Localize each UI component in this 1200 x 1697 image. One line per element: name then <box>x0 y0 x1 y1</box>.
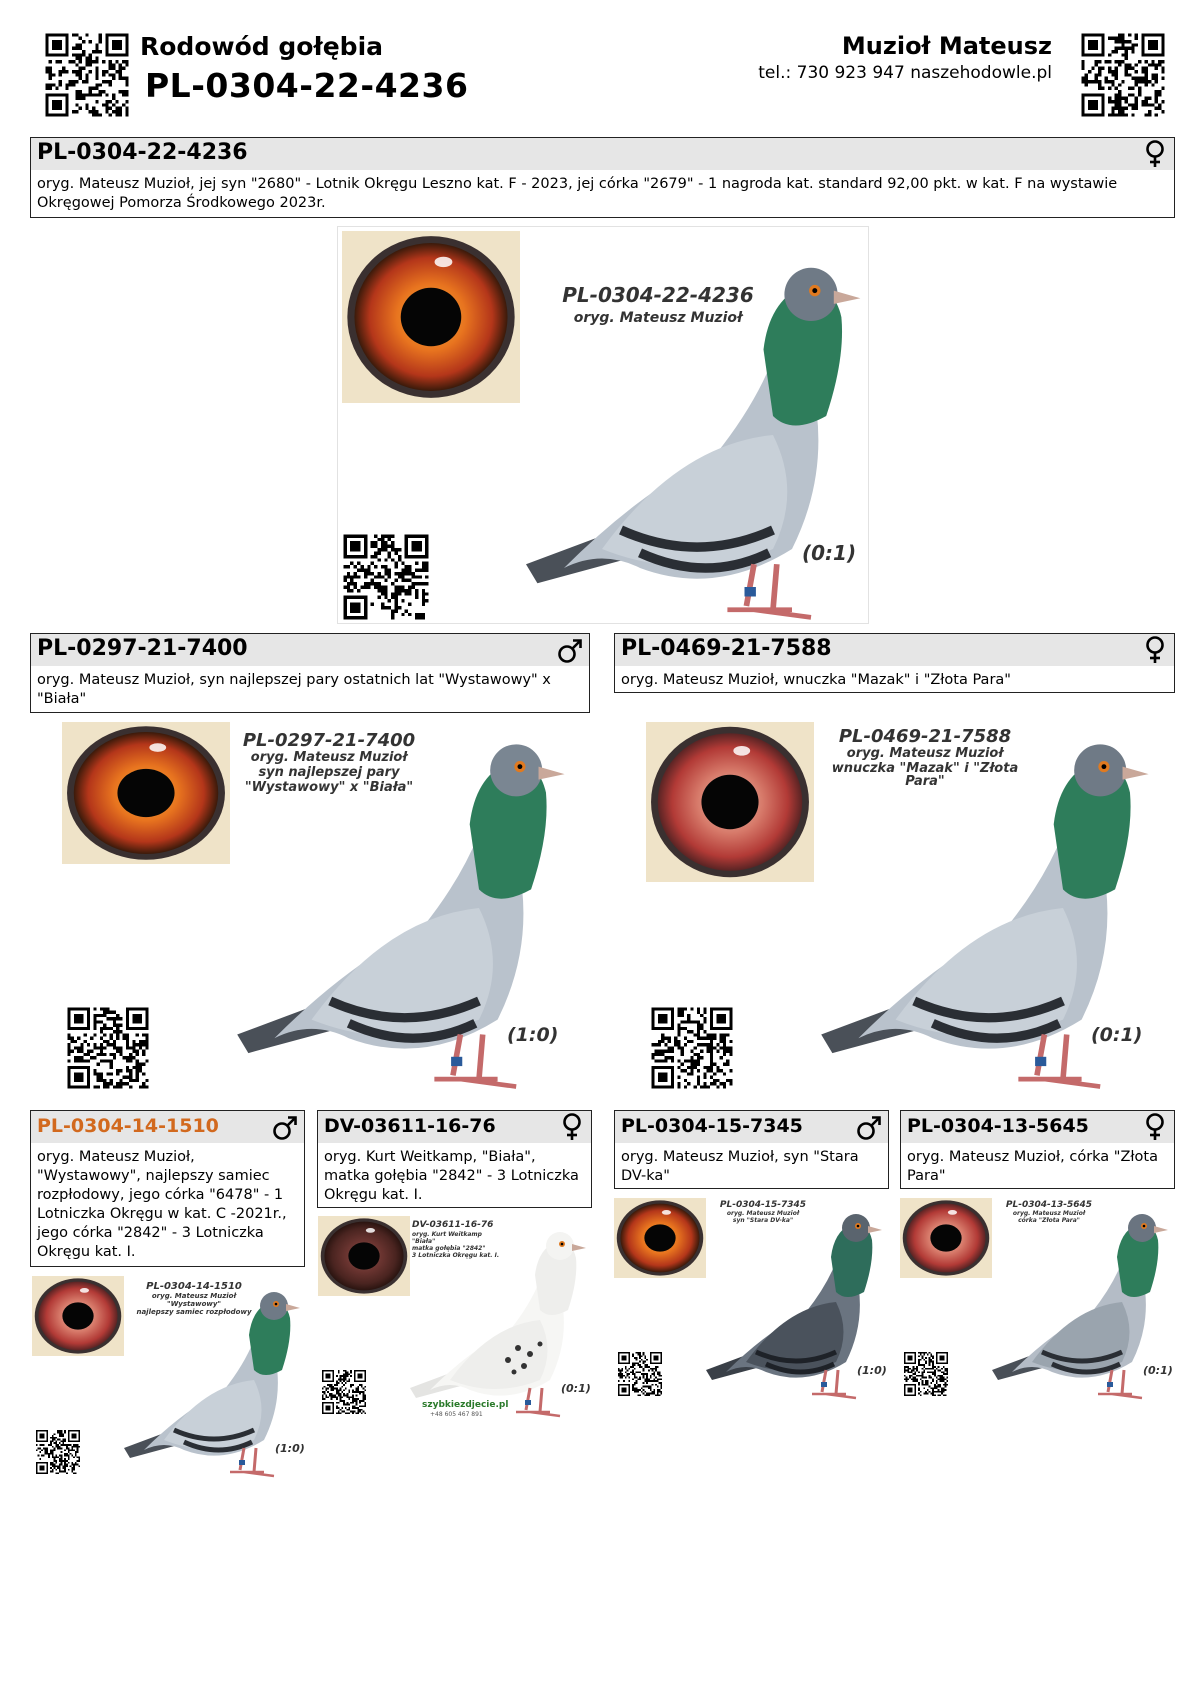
grandparent-box-2 <box>317 1110 592 1208</box>
grandparent-description: oryg. Kurt Weitkamp, "Biała", matka gołębia "2842" - 3 Lotniczka Okręgu kat. I. <box>324 1149 579 1203</box>
mother-pigeon-photo <box>646 722 1158 1094</box>
photo-caption-line2: wnuczka "Mazak" i "Złota Para" <box>831 761 1019 789</box>
photo-qr-code[interactable] <box>64 1004 152 1092</box>
mother-description: oryg. Mateusz Muzioł, wnuczka "Mazak" i "Złota Para" <box>621 672 1011 688</box>
photo-ring-caption: PL-0304-13-5645 <box>1005 1200 1093 1210</box>
female-icon <box>1142 635 1168 665</box>
male-icon <box>272 1112 298 1142</box>
father-ring-bar <box>31 634 589 666</box>
photographer-watermark: szybkiezdjecie.pl <box>422 1400 509 1410</box>
father-pigeon-photo <box>62 722 574 1094</box>
grandparent-photo-2 <box>318 1216 590 1420</box>
grandparent-ring: PL-0304-14-1510 <box>37 1115 219 1137</box>
photo-qr-code[interactable] <box>320 1368 368 1416</box>
grandparent-box-3 <box>614 1110 889 1189</box>
grandparent-box-1 <box>30 1110 305 1267</box>
grandparent-description: oryg. Mateusz Muzioł, córka "Złota Para" <box>907 1149 1158 1184</box>
photo-caption-line3: matka gołębia "2842" <box>412 1245 486 1252</box>
photo-owner-caption: oryg. Mateusz Muzioł <box>250 750 408 765</box>
header-qr-code-left[interactable] <box>42 30 132 120</box>
photo-owner-caption: oryg. Mateusz Muzioł <box>846 746 1004 761</box>
grandparent-ring: PL-0304-15-7345 <box>621 1115 803 1137</box>
grandparent-box-4 <box>900 1110 1175 1189</box>
photo-qr-code[interactable] <box>34 1428 82 1476</box>
female-icon <box>559 1112 585 1142</box>
photo-ring-caption: PL-0304-15-7345 <box>719 1200 807 1210</box>
grandparent-description: oryg. Mateusz Muzioł, "Wystawowy", najlepszy samiec rozpłodowy, jego córka "6478" - 1 Lotniczka Okręgu w kat. C -2021r., jego córka "2842" - 3 Lotniczka Okręgu kat. I. <box>37 1149 287 1260</box>
pigeon-illustration <box>390 1216 590 1420</box>
page-title: Rodowód gołębia <box>140 32 384 61</box>
pigeon-illustration <box>972 1198 1172 1402</box>
main-pigeon-photo <box>337 226 869 624</box>
main-ring: PL-0304-22-4236 <box>37 140 248 165</box>
grandparent-ring-bar <box>901 1111 1174 1143</box>
grandparent-photo-1 <box>32 1276 304 1480</box>
male-icon <box>856 1112 882 1142</box>
photo-caption-line2: "Wystawowy" <box>166 1300 222 1308</box>
photo-qr-code[interactable] <box>340 531 432 623</box>
photo-ring-caption: PL-0304-14-1510 <box>146 1281 242 1292</box>
photo-ring-caption: DV-03611-16-76 <box>412 1220 494 1230</box>
photo-caption-line3: "Wystawowy" x "Biała" <box>244 780 414 795</box>
grandparent-ring-bar <box>31 1111 304 1143</box>
pigeon-illustration <box>488 227 868 625</box>
photo-caption-line2: "Biała" <box>412 1238 436 1245</box>
photo-ratio: (0:1) <box>1143 1364 1173 1377</box>
grandparent-photo-4 <box>900 1198 1172 1402</box>
grandparent-description: oryg. Mateusz Muzioł, syn "Stara DV-ka" <box>621 1149 859 1184</box>
mother-ring: PL-0469-21-7588 <box>621 636 832 661</box>
photographer-phone: +48 605 467 891 <box>430 1411 483 1418</box>
photo-owner-caption: oryg. Mateusz Muzioł <box>726 1210 800 1217</box>
photo-owner-caption: oryg. Mateusz Muzioł <box>151 1292 237 1300</box>
main-ring-bar <box>31 138 1174 170</box>
photo-ring-caption: PL-0297-21-7400 <box>242 730 416 751</box>
grandparent-ring: PL-0304-13-5645 <box>907 1115 1089 1137</box>
page-ring-number: PL-0304-22-4236 <box>145 66 469 105</box>
grandparent-photo-3 <box>614 1198 886 1402</box>
father-ring: PL-0297-21-7400 <box>37 636 248 661</box>
photo-ratio: (1:0) <box>275 1442 305 1455</box>
grandparent-ring-bar <box>615 1111 888 1143</box>
mother-box <box>614 633 1175 693</box>
owner-name: Muzioł Mateusz <box>841 32 1052 60</box>
photo-caption-line2: syn najlepszej pary <box>258 765 400 780</box>
grandparent-ring-bar <box>318 1111 591 1143</box>
photo-caption-line2: córka "Złota Para" <box>1018 1217 1080 1224</box>
photo-owner-caption: oryg. Mateusz Muzioł <box>1012 1210 1086 1217</box>
grandparent-ring: DV-03611-16-76 <box>324 1115 496 1137</box>
photo-ratio: (0:1) <box>802 541 857 565</box>
header-qr-code-right[interactable] <box>1078 30 1168 120</box>
main-description: oryg. Mateusz Muzioł, jej syn "2680" - Lotnik Okręgu Leszno kat. F - 2023, jej córka "2679" - 1 nagroda kat. standard 92,00 pkt. w kat. F na wystawie Okręgowej Pomorza Środkowego 2023r. <box>37 176 1118 211</box>
photo-ratio: (1:0) <box>507 1024 559 1046</box>
photo-ratio: (0:1) <box>1091 1024 1143 1046</box>
photo-qr-code[interactable] <box>616 1350 664 1398</box>
photo-caption-line3: najlepszy samiec rozpłodowy <box>136 1308 252 1316</box>
photo-owner-caption: oryg. Kurt Weitkamp <box>412 1231 482 1238</box>
photo-caption-line2: syn "Stara DV-ka" <box>732 1217 794 1224</box>
father-description: oryg. Mateusz Muzioł, syn najlepszej pary ostatnich lat "Wystawowy" x "Biała" <box>37 672 551 707</box>
pigeon-illustration <box>686 1198 886 1402</box>
female-icon <box>1142 139 1168 169</box>
photo-qr-code[interactable] <box>648 1004 736 1092</box>
pigeon-illustration <box>104 1276 304 1480</box>
father-box <box>30 633 590 713</box>
photo-ratio: (1:0) <box>857 1364 887 1377</box>
photo-ring-caption: PL-0469-21-7588 <box>838 726 1012 747</box>
photo-qr-code[interactable] <box>902 1350 950 1398</box>
male-icon <box>557 635 583 665</box>
photo-ring-caption: PL-0304-22-4236 <box>562 283 754 307</box>
female-icon <box>1142 1112 1168 1142</box>
photo-caption-line4: 3 Lotniczka Okręgu kat. I. <box>412 1252 500 1259</box>
photo-ratio: (0:1) <box>561 1382 591 1395</box>
main-pigeon-box <box>30 137 1175 218</box>
owner-contact[interactable]: tel.: 730 923 947 naszehodowle.pl <box>758 63 1052 83</box>
mother-ring-bar <box>615 634 1174 666</box>
photo-owner-caption: oryg. Mateusz Muzioł <box>573 310 743 326</box>
